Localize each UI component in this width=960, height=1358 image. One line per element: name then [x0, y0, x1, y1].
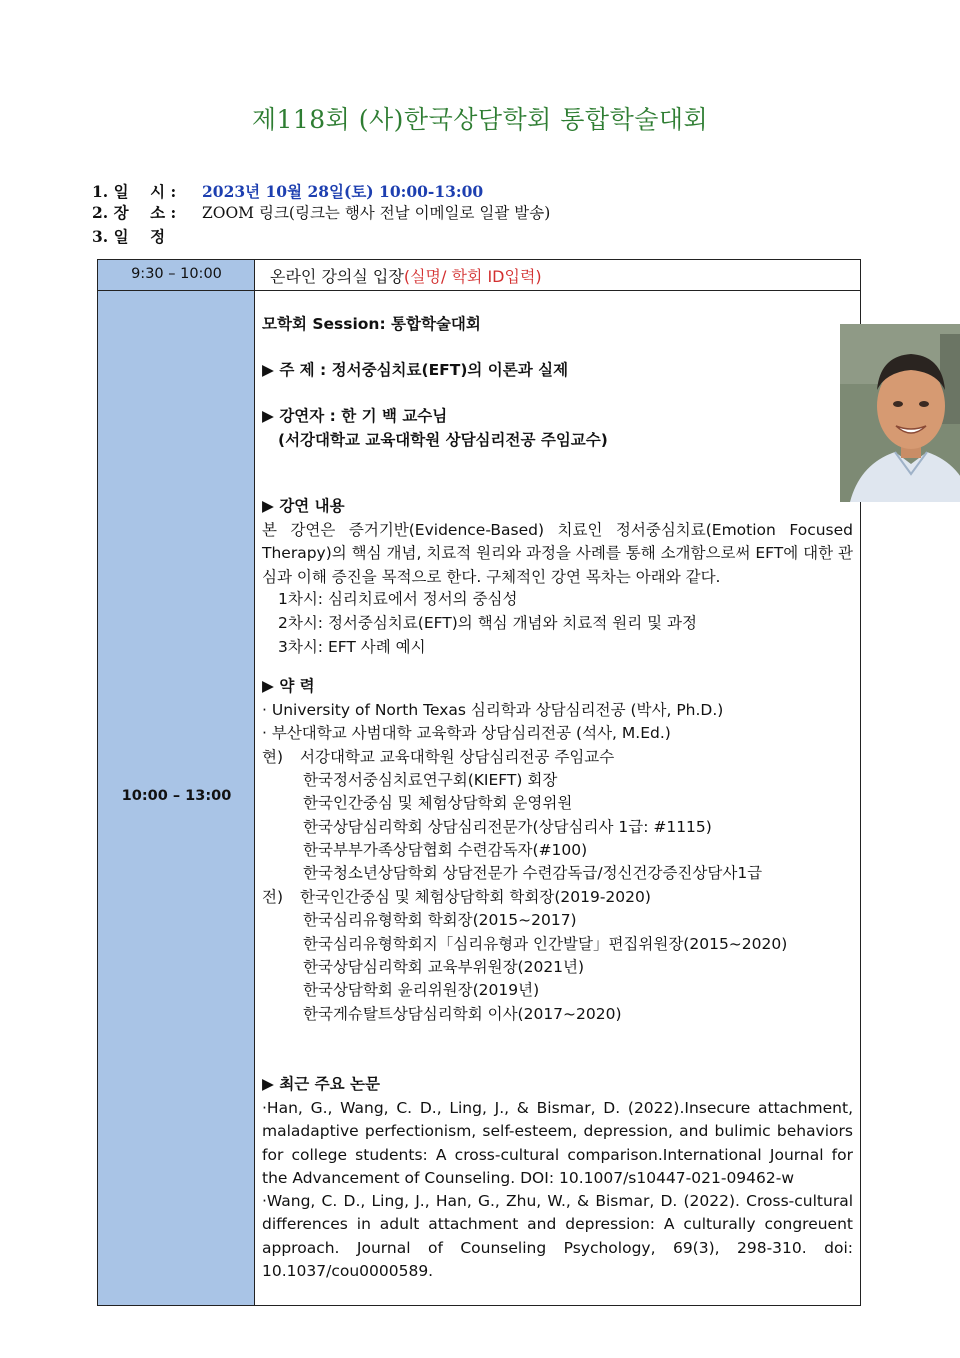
current-position-6: 한국청소년상담학회 상담전문가 수련감독급/정신건강증진상담사1급 [303, 864, 763, 882]
education-1: · University of North Texas 심리학과 상담심리전공 (박사, Ph.D.) [262, 701, 724, 719]
session-outline-2: 2차시: 정서중심치료(EFT)의 핵심 개념와 치료적 원리 및 과정 [278, 614, 697, 632]
speaker-name: ▶ 강연자 : 한 기 백 교수님 [262, 407, 448, 425]
time-cell [98, 291, 255, 1305]
entry-description [270, 264, 542, 287]
place-value: ZOOM 링크(링크는 행사 전날 이메일로 일괄 발송) [202, 204, 551, 222]
info-schedule [92, 226, 202, 248]
paper-1: ·Han, G., Wang, C. D., Ling, J., & Bismar, D. (2022).Insecure attachment, maladaptive perfectionism, self-esteem, depression, and bulimic behaviors for college students: A cross-cultural comparison.International Journal for the Advancement of Counseling. DOI: 10.1007/s10447-021-09462-w [262, 1099, 853, 1187]
current-position-1: 서강대학교 교육대학원 상담심리전공 주임교수 [300, 748, 615, 766]
speaker-affiliation: (서강대학교 교육대학원 상담심리전공 주임교수) [278, 431, 608, 449]
speaker-photo [840, 324, 960, 502]
education-2: · 부산대학교 사범대학 교육학과 상담심리전공 (석사, M.Ed.) [262, 724, 671, 742]
info-date [92, 181, 483, 203]
entry-text: 온라인 강의실 입장 [270, 267, 404, 286]
current-label: 현) [262, 748, 284, 766]
current-position-5: 한국부부가족상담협회 수련감독자(#100) [303, 841, 588, 859]
entry-note: (실명/ 학회 ID입력) [403, 267, 542, 286]
career-heading: ▶ 약 력 [262, 677, 315, 695]
schedule-row-entry [98, 260, 860, 291]
session-outline-1: 1차시: 심리치료에서 정서의 중심성 [278, 590, 518, 608]
former-position-3: 한국심리유형학회지「심리유형과 인간발달」편집위원장(2015~2020) [303, 935, 788, 953]
schedule-row-session [98, 291, 860, 1305]
page-title: 제118회 (사)한국상담학회 통합학술대회 [251, 105, 709, 134]
session-name: 모학회 Session: 통합학술대회 [262, 315, 481, 333]
current-position-4: 한국상담심리학회 상담심리전문가(상담심리사 1급: #1115) [303, 818, 712, 836]
place-label: 2. 장 소 : [92, 203, 177, 222]
schedule-label: 3. 일 정 [92, 227, 166, 246]
papers-heading: ▶ 최근 주요 논문 [262, 1075, 380, 1093]
former-position-2: 한국심리유형학회 학회장(2015~2017) [303, 911, 577, 929]
content-text: 본 강연은 증거기반(Evidence-Based) 치료인 정서중심치료(Emotion Focused Therapy)의 핵심 개념, 치료적 원리와 과정을 사례를 통해 소개함으로써 EFT에 대한 관심과 이해 증진을 목적으로 한다. 구체적인 강연 목차는 아래와 같다. [262, 521, 854, 586]
current-position-2: 한국정서중심치료연구회(KIEFT) 회장 [303, 771, 558, 789]
date-label: 1. 일 시 : [92, 182, 177, 201]
paper-2: ·Wang, C. D., Ling, J., Han, G., Zhu, W., & Bismar, D. (2022). Cross-cultural differences in adult attachment and depression: A culturally congreuent approach. Journal of Counseling Psychology, 69(3), 298-310. doi: 10.1037/cou0000589. [262, 1192, 853, 1280]
session-outline-3: 3차시: EFT 사례 예시 [278, 638, 426, 656]
former-label: 전) [262, 888, 284, 906]
former-position-1: 한국인간중심 및 체험상담학회 학회장(2019-2020) [300, 888, 651, 906]
former-position-4: 한국상담심리학회 교육부위원장(2021년) [303, 958, 585, 976]
info-place [92, 202, 550, 224]
entry-time: 9:30 – 10:00 [131, 266, 222, 282]
former-position-6: 한국게슈탈트상담심리학회 이사(2017~2020) [303, 1005, 622, 1023]
former-position-5: 한국상담학회 윤리위원장(2019년) [303, 981, 540, 999]
date-value: 2023년 10월 28일(토) 10:00-13:00 [202, 182, 484, 201]
current-position-3: 한국인간중심 및 체험상담학회 운영위원 [303, 794, 573, 812]
session-topic: ▶ 주 제 : 정서중심치료(EFT)의 이론과 실제 [262, 361, 569, 379]
session-time: 10:00 – 13:00 [121, 788, 232, 804]
content-heading: ▶ 강연 내용 [262, 497, 345, 515]
schedule-table [97, 259, 861, 1306]
time-cell [98, 260, 255, 290]
